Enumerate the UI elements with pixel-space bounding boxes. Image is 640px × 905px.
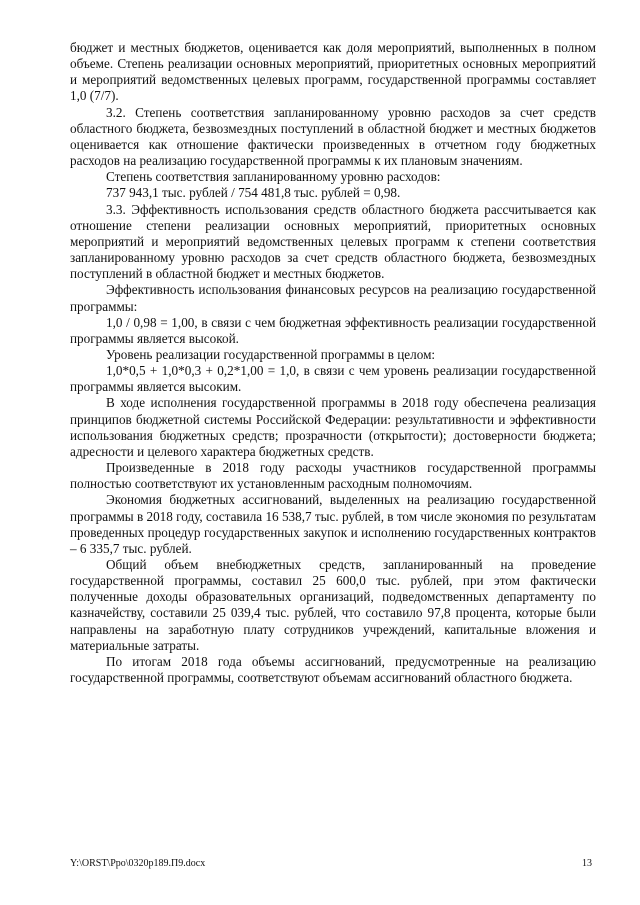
paragraph: Произведенные в 2018 году расходы участников государственной программы полностью соответствуют их установленным расходным полномочиям. (70, 460, 596, 492)
footer-file-path: Y:\ORST\Ppo\0320p189.П9.docx (70, 858, 206, 869)
paragraph: Эффективность использования финансовых ресурсов на реализацию государственной программы: (70, 282, 596, 314)
paragraph: 737 943,1 тыс. рублей / 754 481,8 тыс. рублей = 0,98. (106, 185, 401, 201)
paragraph: По итогам 2018 года объемы ассигнований, предусмотренные на реализацию государственной программы, соответствуют объемам ассигнований областного бюджета. (70, 653, 596, 686)
document-body (70, 40, 596, 686)
paragraph: 3.2. Степень соответствия запланированному уровню расходов за счет средств областного бюджета, безвозмездных поступлений в областной бюджет и местных бюджетов оценивается как отношение фактически произведенных в отчетном году бюджетных расходов на реализацию государственной программы к их плановым значениям. (70, 104, 596, 169)
paragraph: 3.3. Эффективность использования средств областного бюджета рассчитывается как отношение степени реализации основных мероприятий, приоритетных основных мероприятий и мероприятий ведомственных целевых программ к степени соответствия запланированному уровню расходов за счет средств областного бюджета, безвозмездных поступлений в областной бюджет и местных бюджетов. (70, 201, 596, 282)
paragraph: Уровень реализации государственной программы в целом: (106, 346, 436, 362)
paragraph: Степень соответствия запланированному уровню расходов: (106, 169, 441, 185)
paragraph: В ходе исполнения государственной программы в 2018 году обеспечена реализация принципов бюджетной системы Российской Федерации: результативности и эффективности использования бюджетных средств; прозрачности (открытости); достоверности бюджета; адресности и целевого характера бюджетных средств. (70, 395, 596, 459)
paragraph: Экономия бюджетных ассигнований, выделенных на реализацию государственной программы в 2018 году, составила 16 538,7 тыс. рублей, в том числе экономия по результатам проведенных процедур государственных закупок и исполнению государственных контрактов – 6 335,7 тыс. рублей. (70, 492, 596, 556)
paragraph: бюджет и местных бюджетов, оценивается как доля мероприятий, выполненных в полном объеме. Степень реализации основных мероприятий, приоритетных основных мероприятий и мероприятий ведомственных целевых программ, государственной программы составляет 1,0 (7/7). (70, 40, 596, 104)
paragraph: 1,0*0,5 + 1,0*0,3 + 0,2*1,00 = 1,0, в связи с чем уровень реализации государственной программы является высоким. (70, 363, 596, 395)
paragraph: 1,0 / 0,98 = 1,00, в связи с чем бюджетная эффективность реализации государственной программы является высокой. (70, 314, 596, 346)
page-number: 13 (582, 858, 592, 869)
paragraph: Общий объем внебюджетных средств, запланированный на проведение государственной программы, составил 25 600,0 тыс. рублей, при этом фактически полученные доходы образовательных организаций, подведомственных департаменту по казначейству, составили 25 039,4 тыс. рублей, что составило 97,8 процента, которые были направлены на заработную плату сотрудников учреждений, капитальные вложения и материальные затраты. (70, 557, 596, 653)
